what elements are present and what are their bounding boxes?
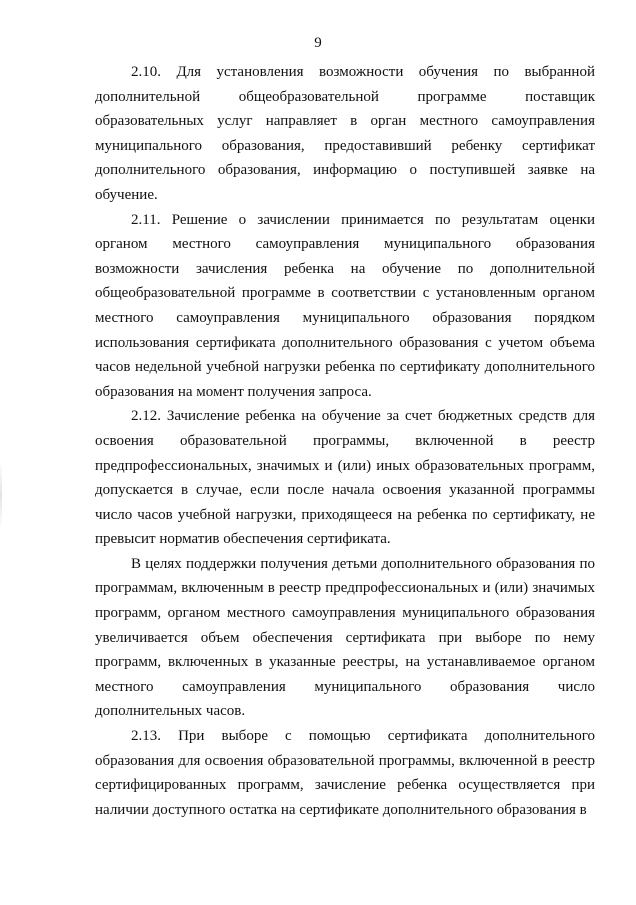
paragraph-support-additional-hours: В целях поддержки получения детьми дополнительного образования по программам, включенным в реестр предпрофессиональных и (или) значимых программ, органом местного самоуправления муниципального образования увеличивается объем обеспечения сертификата при выборе по нему программ, включенных в указанные реестры, на устанавливаемое органом местного самоуправления муниципального образования число дополнительных часов. xyxy=(95,555,595,720)
document-body xyxy=(95,60,595,822)
paragraph-2-12: 2.12. Зачисление ребенка на обучение за счет бюджетных средств для освоения образовательной программы, включенной в реестр предпрофессиональных, значимых и (или) иных образовательных программ, допускается в случае, если после начала освоения указанной программы число часов учебной нагрузки, приходящееся на ребенка по сертификату, не превысит норматив обеспечения сертификата. xyxy=(95,408,595,548)
scan-edge-mark xyxy=(0,460,2,530)
paragraph-2-13: 2.13. При выборе с помощью сертификата дополнительного образования для освоения образовательной программы, включенной в реестр сертифицированных программ, зачисление ребенка осуществляется при наличии доступного остатка на сертификате дополнительного образования в xyxy=(95,728,595,818)
paragraph-2-11: 2.11. Решение о зачислении принимается по результатам оценки органом местного самоуправления муниципального образования возможности зачисления ребенка на обучение по дополнительной общеобразовательной программе в соответствии с установленным органом местного самоуправления муниципального образования порядком использования сертификата дополнительного образования с учетом объема часов недельной учебной нагрузки ребенка по сертификату дополнительного образования на момент получения запроса. xyxy=(95,211,595,400)
page-number: 9 xyxy=(314,35,322,51)
paragraph-2-10: 2.10. Для установления возможности обучения по выбранной дополнительной общеобразовательной программе поставщик образовательных услуг направляет в орган местного самоуправления муниципального образования, предоставивший ребенку сертификат дополнительного образования, информацию о поступившей заявке на обучение. xyxy=(95,64,595,203)
